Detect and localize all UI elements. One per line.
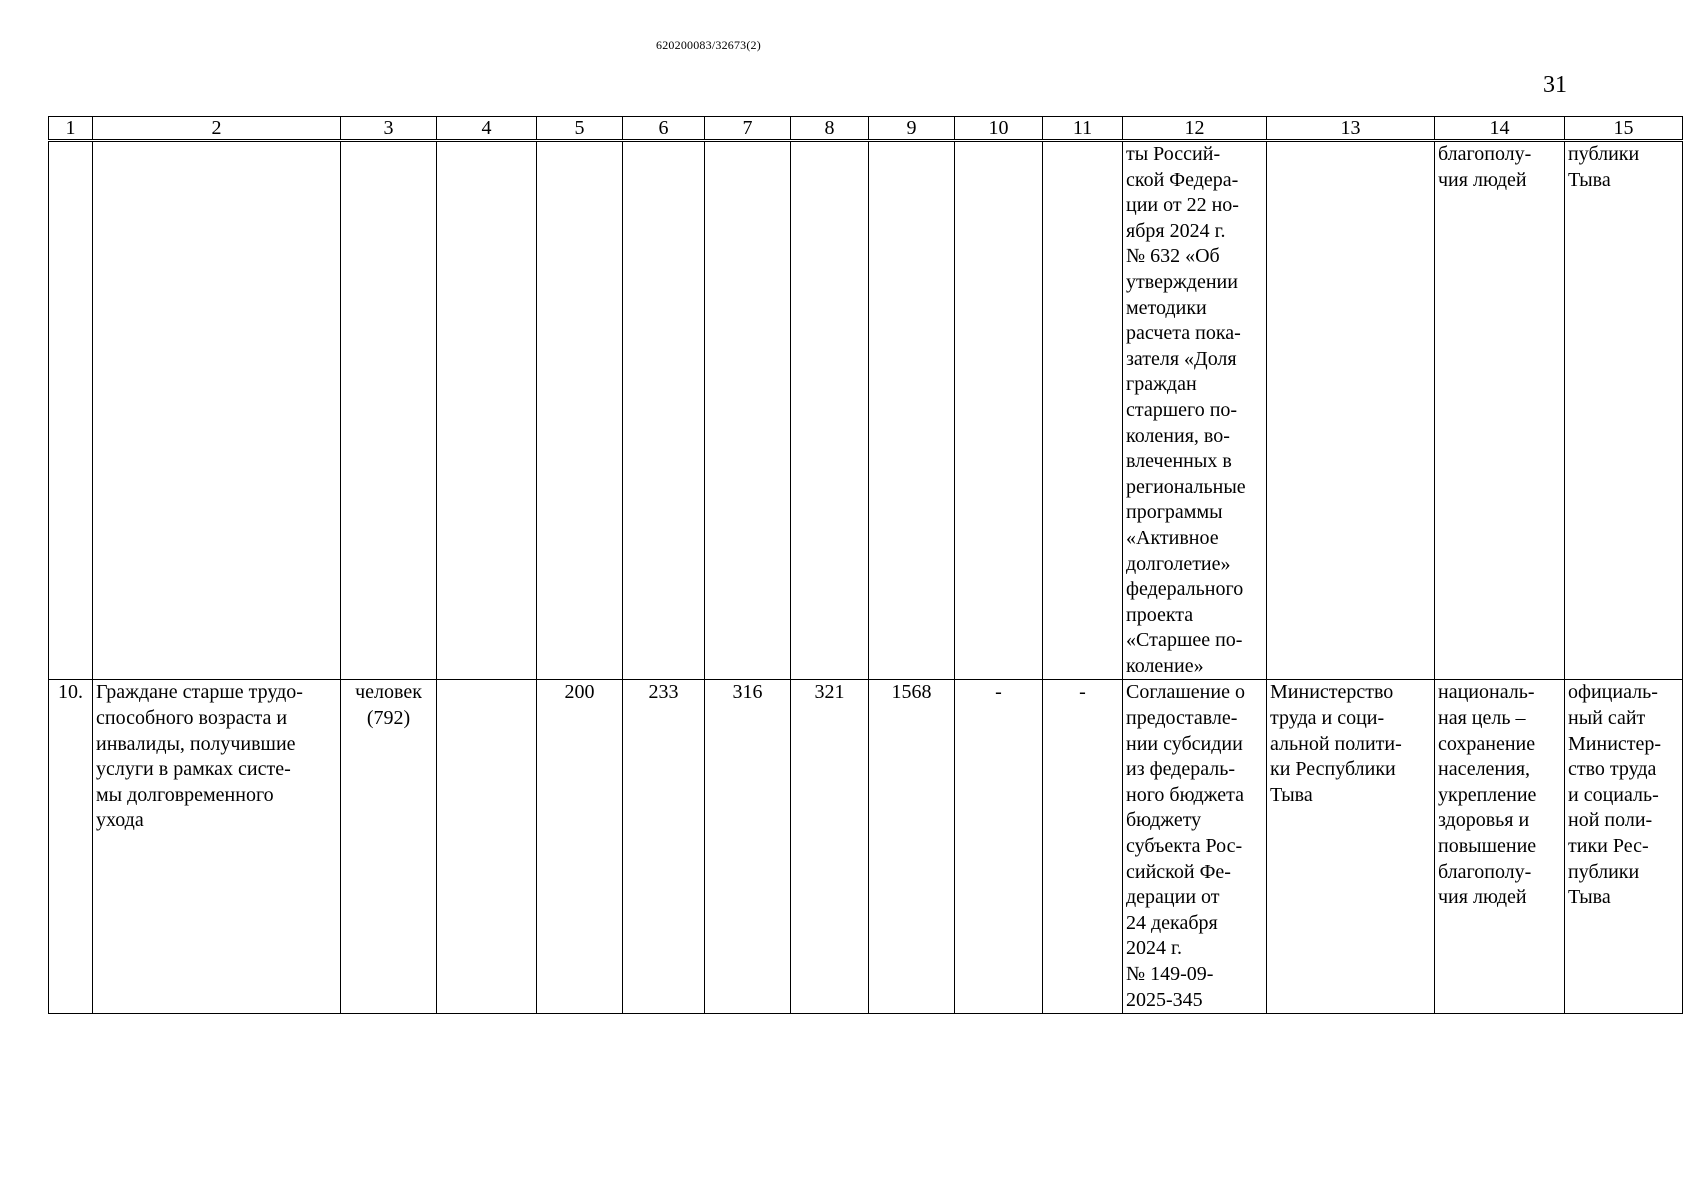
table-cell bbox=[49, 141, 93, 680]
column-header: 3 bbox=[341, 117, 437, 141]
unit-cell: человек (792) bbox=[341, 680, 437, 1014]
row-number-cell: 10. bbox=[49, 680, 93, 1014]
table-cell bbox=[869, 141, 955, 680]
table-cell bbox=[537, 141, 623, 680]
column-header: 1 bbox=[49, 117, 93, 141]
column-header: 11 bbox=[1043, 117, 1123, 141]
value-cell: 321 bbox=[791, 680, 869, 1014]
document-number: 620200083/32673(2) bbox=[656, 38, 761, 52]
table-row-10 bbox=[49, 680, 1683, 1014]
indicator-name-cell: Граждане старше трудо- способного возраста и инвалиды, получившие услуги в рамках систе- мы долговременного ухода bbox=[93, 680, 341, 1014]
data-table bbox=[48, 116, 1683, 1014]
national-goal-cell: националь- ная цель – сохранение населения, укрепление здоровья и повышение благополу- чия людей bbox=[1435, 680, 1565, 1014]
column-header: 12 bbox=[1123, 117, 1267, 141]
page-number: 31 bbox=[1543, 72, 1567, 98]
table-cell bbox=[1267, 141, 1435, 680]
table-cell bbox=[437, 680, 537, 1014]
responsible-cell: Министерство труда и соци- альной полити- ки Республики Тыва bbox=[1267, 680, 1435, 1014]
column-header: 9 bbox=[869, 117, 955, 141]
value-cell: 1568 bbox=[869, 680, 955, 1014]
table-cell bbox=[341, 141, 437, 680]
column-header: 15 bbox=[1565, 117, 1683, 141]
column-header: 14 bbox=[1435, 117, 1565, 141]
table-cell bbox=[623, 141, 705, 680]
value-cell: 233 bbox=[623, 680, 705, 1014]
column-header: 8 bbox=[791, 117, 869, 141]
legal-basis-cell: ты Россий- ской Федера- ции от 22 но- ября 2024 г. № 632 «Об утверждении методики расчета пока- зателя «Доля граждан старшего по- коления, во- влеченных в региональные программы «Активное долголетие» федерального проекта «Старшее по- коление» bbox=[1123, 141, 1267, 680]
national-goal-cell: благополу- чия людей bbox=[1435, 141, 1565, 680]
table-cell bbox=[437, 141, 537, 680]
table-cell bbox=[93, 141, 341, 680]
table-cell bbox=[791, 141, 869, 680]
table-row-continuation bbox=[49, 141, 1683, 680]
table-header-row bbox=[49, 117, 1683, 141]
value-cell: - bbox=[955, 680, 1043, 1014]
column-header: 2 bbox=[93, 117, 341, 141]
value-cell: - bbox=[1043, 680, 1123, 1014]
column-header: 6 bbox=[623, 117, 705, 141]
column-header: 5 bbox=[537, 117, 623, 141]
source-cell: публики Тыва bbox=[1565, 141, 1683, 680]
table-cell bbox=[705, 141, 791, 680]
source-cell: официаль- ный сайт Министер- ство труда и социаль- ной поли- тики Рес- публики Тыва bbox=[1565, 680, 1683, 1014]
column-header: 7 bbox=[705, 117, 791, 141]
column-header: 10 bbox=[955, 117, 1043, 141]
value-cell: 200 bbox=[537, 680, 623, 1014]
table-cell bbox=[955, 141, 1043, 680]
table-cell bbox=[1043, 141, 1123, 680]
value-cell: 316 bbox=[705, 680, 791, 1014]
legal-basis-cell: Соглашение о предоставле- нии субсидии из федераль- ного бюджета бюджету субъекта Рос- сийской Фе- дерации от 24 декабря 2024 г. № 149-09- 2025-345 bbox=[1123, 680, 1267, 1014]
column-header: 13 bbox=[1267, 117, 1435, 141]
column-header: 4 bbox=[437, 117, 537, 141]
